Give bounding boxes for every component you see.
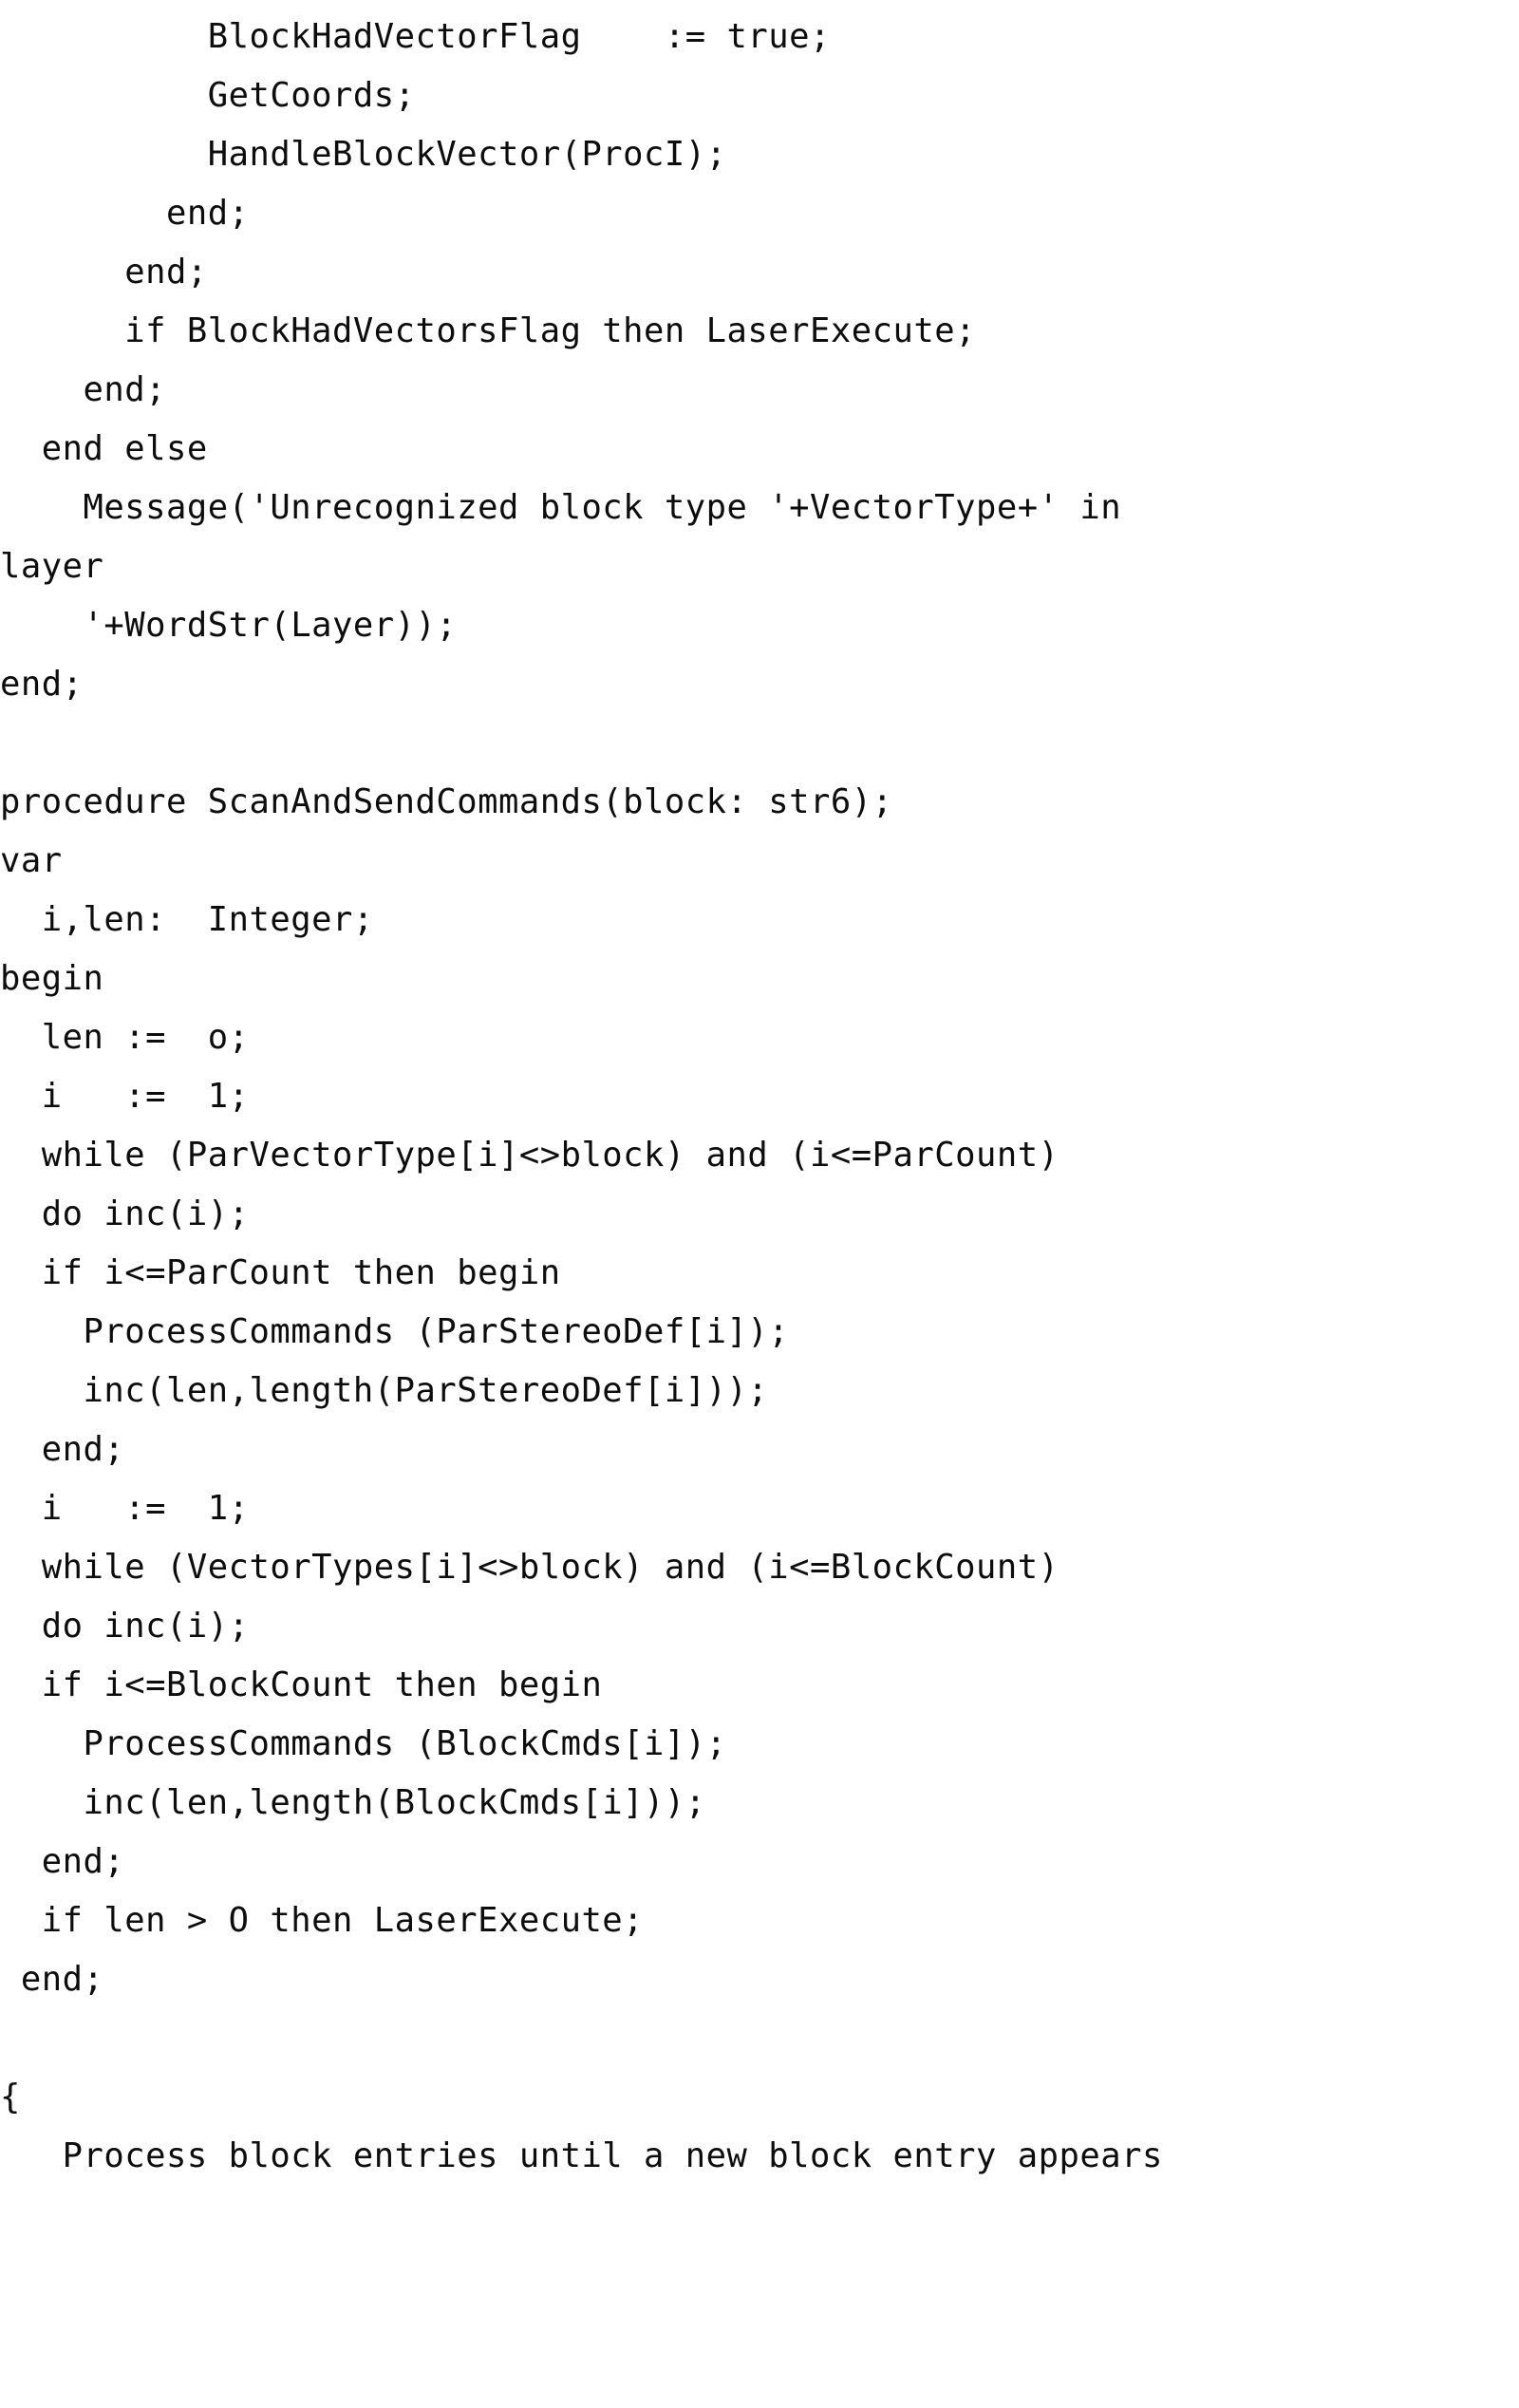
code-line: end; (0, 1842, 125, 1881)
code-line: end; (0, 253, 208, 292)
code-line: ProcessCommands (ParStereoDef[i]); (0, 1312, 790, 1351)
code-line-blank: end; (0, 1960, 104, 1999)
code-line: procedure ScanAndSendCommands(block: str6); (0, 782, 893, 821)
code-line: HandleBlockVector(ProcI); (0, 135, 727, 174)
code-line: ProcessCommands (BlockCmds[i]); (0, 1724, 727, 1763)
code-line: do inc(i); (0, 1607, 250, 1646)
code-line: BlockHadVectorFlag := true; (0, 17, 831, 56)
code-line-blank: { (0, 2078, 21, 2116)
code-line: end else (0, 429, 208, 468)
code-line: Process block entries until a new block entry appears (0, 2136, 1163, 2175)
code-line: i := 1; (0, 1077, 250, 1116)
code-listing (0, 8, 1519, 2186)
code-line: end; (0, 665, 84, 704)
code-line (0, 2009, 1481, 2068)
code-line: var (0, 841, 63, 880)
code-line: GetCoords; (0, 76, 416, 115)
code-line: end; (0, 194, 250, 233)
code-line: while (VectorTypes[i]<>block) and (i<=BlockCount) (0, 1548, 1060, 1587)
code-line: i := 1; (0, 1489, 250, 1528)
code-line: Message('Unrecognized block type '+VectorType+' in (0, 488, 1122, 527)
code-line: '+WordStr(Layer)); (0, 606, 458, 645)
code-line-blank (0, 714, 1481, 773)
code-line: while (ParVectorType[i]<>block) and (i<=ParCount) (0, 1136, 1060, 1175)
code-line: begin (0, 959, 104, 998)
code-line: if len > O then LaserExecute; (0, 1901, 645, 1940)
code-line: inc(len,length(BlockCmds[i])); (0, 1783, 706, 1822)
code-line: layer (0, 547, 104, 586)
code-line: if i<=ParCount then begin (0, 1253, 561, 1292)
code-line: inc(len,length(ParStereoDef[i])); (0, 1371, 769, 1410)
code-line: do inc(i); (0, 1195, 250, 1233)
code-line: i,len: Integer; (0, 900, 374, 939)
code-line: if BlockHadVectorsFlag then LaserExecute; (0, 311, 977, 350)
code-line: end; (0, 370, 166, 409)
code-line: end; (0, 1430, 125, 1469)
code-line: if i<=BlockCount then begin (0, 1665, 603, 1704)
code-line: len := o; (0, 1018, 250, 1057)
